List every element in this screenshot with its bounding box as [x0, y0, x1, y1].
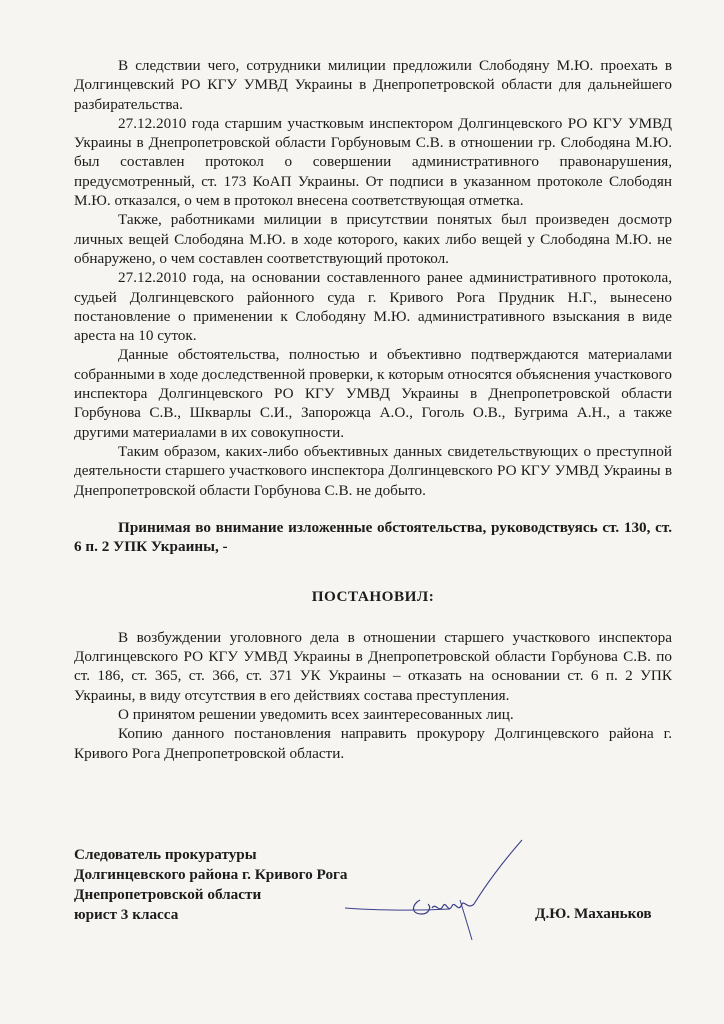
paragraph-3: Также, работниками милиции в присутствии понятых был произведен досмотр личных вещей Слободяна М.Ю. в ходе которого, каких либо вещей у Слободяна М.Ю. не обнаружено, о чем составлен соответствующий протокол. [74, 211, 672, 267]
signatory-title [74, 845, 348, 925]
paragraph-6: Таким образом, каких-либо объективных данных свидетельствующих о преступной деятельности старшего участкового инспектора Долгинцевского РО КГУ УМВД Украины в Днепропетровской области Горбунова С.В. не добыто. [74, 442, 672, 499]
signatory-line: юрист 3 класса [74, 906, 179, 923]
paragraph-5: Данные обстоятельства, полностью и объективно подтверждаются материалами собранными в ходе доследственной проверки, к которым относятся объяснения участкового инспектора Долгинцевского РО КГУ УМВД Украины в Днепропетровской области Горбунова С.В., Шкварлы С.И., Запорожца А.О., Гоголь О.В., Бугрима А.Н., а также другими материалами в их совокупности. [74, 346, 672, 441]
paragraph-4: 27.12.2010 года, на основании составленного ранее административного протокола, судьей Долгинцевского районного суда г. Кривого Рога Прудник Н.Г., вынесено постановление о применении к Слободяну М.Ю. административного взыскания в виде ареста на 10 суток. [74, 269, 672, 345]
document-body [74, 56, 672, 763]
signatory-name: Д.Ю. Маханьков [535, 905, 652, 922]
signatory-line: Долгинцевского района г. Кривого Рога [74, 866, 348, 883]
handwritten-signature [340, 838, 530, 948]
paragraph-2: 27.12.2010 года старшим участковым инспектором Долгинцевского РО КГУ УМВД Украины в Днепропетровской области Горбуновым С.В. в отношении гр. Слободяна М.Ю. был составлен протокол о совершении административного правонарушения, предусмотренный, ст. 173 КоАП Украины. От подписи в указанном протоколе Слободян М.Ю. отказался, о чем в протокол внесена соответствующая отметка. [74, 114, 672, 210]
decision-paragraph-3: Копию данного постановления направить прокурору Долгинцевского района г. Кривого Рога Днепропетровской области. [74, 725, 672, 762]
paragraph-1: В следствии чего, сотрудники милиции предложили Слободяну М.Ю. проехать в Долгинцевский РО КГУ УМВД Украины в Днепропетровской области для дальнейшего разбирательства. [74, 57, 672, 113]
signatory-line: Днепропетровской области [74, 886, 262, 903]
preamble: Принимая во внимание изложенные обстоятельства, руководствуясь ст. 130, ст. 6 п. 2 УПК Украины, - [74, 518, 672, 556]
decision-paragraph-1: В возбуждении уголовного дела в отношении старшего участкового инспектора Долгинцевского РО КГУ УМВД Украины в Днепропетровской области Горбунова С.В. по ст. 186, ст. 365, ст. 366, ст. 371 УК Украины – отказать на основании ст. 6 п. 2 УПК Украины, в виду отсутствия в его действиях состава преступления. [74, 628, 672, 704]
decision-heading: ПОСТАНОВИЛ: [311, 588, 435, 606]
signatory-line: Следователь прокуратуры [74, 846, 257, 863]
decision-paragraph-2: О принятом решении уведомить всех заинтересованных лиц. [118, 705, 514, 723]
